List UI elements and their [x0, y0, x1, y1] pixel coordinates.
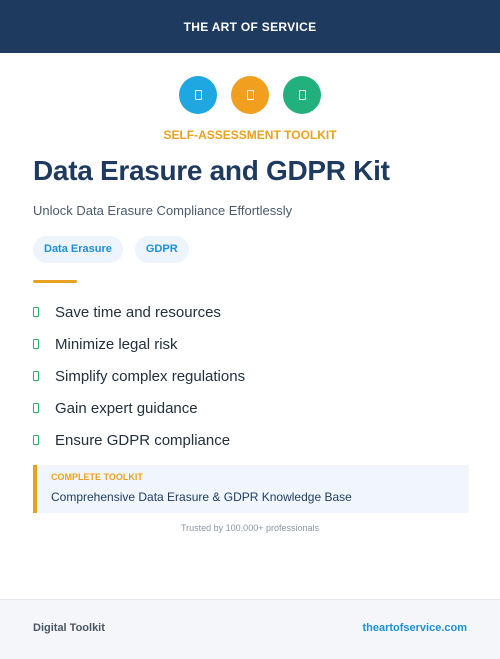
feature-text: Ensure GDPR compliance	[55, 431, 231, 449]
feature-text: Simplify complex regulations	[55, 367, 246, 385]
feature-text: Save time and resources	[55, 303, 221, 321]
feature-item	[33, 392, 245, 424]
top-banner	[0, 0, 500, 53]
tag-list	[33, 236, 189, 263]
doc-icon-green	[283, 76, 321, 114]
doc-icon	[195, 90, 202, 100]
check-icon	[33, 403, 39, 413]
feature-list	[33, 296, 245, 456]
callout-text: Comprehensive Data Erasure & GDPR Knowledge Base	[51, 490, 352, 504]
feature-item	[33, 424, 245, 456]
page-subtitle: Unlock Data Erasure Compliance Effortlessly	[33, 203, 293, 218]
doc-icon-orange	[231, 76, 269, 114]
doc-icon	[247, 90, 254, 100]
feature-text: Minimize legal risk	[55, 335, 178, 353]
check-icon	[33, 371, 39, 381]
footer-bar	[0, 599, 500, 659]
tag-data-erasure: Data Erasure	[33, 236, 123, 263]
callout-label: COMPLETE TOOLKIT	[51, 472, 143, 482]
brand-name: THE ART OF SERVICE	[183, 19, 317, 34]
accent-divider	[33, 280, 77, 283]
feature-text: Gain expert guidance	[55, 399, 198, 417]
trust-line: Trusted by 100,000+ professionals	[180, 523, 319, 533]
footer-label: Digital Toolkit	[33, 622, 105, 634]
tag-gdpr: GDPR	[135, 236, 189, 263]
feature-item	[33, 296, 245, 328]
toolkit-callout	[33, 465, 469, 513]
page-title: Data Erasure and GDPR Kit	[33, 155, 390, 186]
feature-item	[33, 328, 245, 360]
check-icon	[33, 307, 39, 317]
check-icon	[33, 339, 39, 349]
icon-row	[0, 76, 500, 116]
doc-icon	[299, 90, 306, 100]
check-icon	[33, 435, 39, 445]
feature-item	[33, 360, 245, 392]
doc-icon-blue	[179, 76, 217, 114]
footer-website-link[interactable]: theartofservice.com	[362, 622, 467, 634]
kicker-label: SELF-ASSESSMENT TOOLKIT	[163, 128, 337, 142]
